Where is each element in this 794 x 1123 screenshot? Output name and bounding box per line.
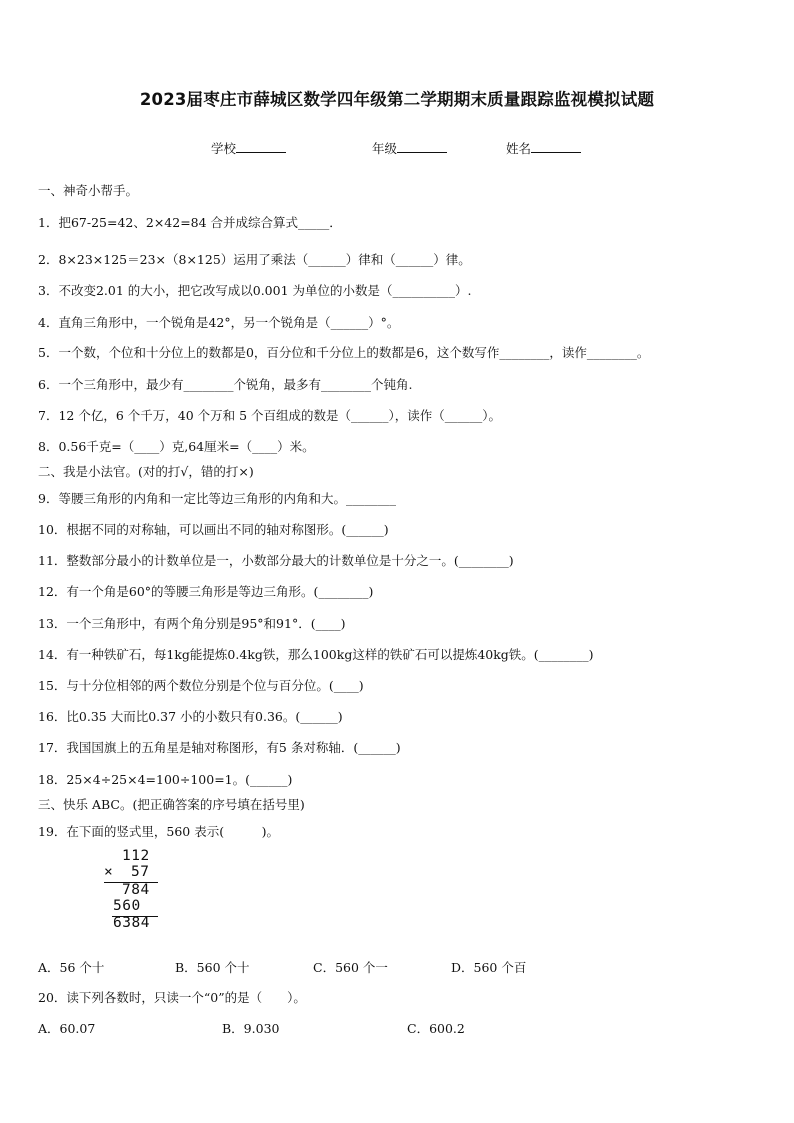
multiply-sign: × (104, 864, 114, 880)
question-1: 1．把67-25=42、2×42=84 合并成综合算式_____． (38, 215, 342, 230)
question-4: 4．直角三角形中，一个锐角是42°，另一个锐角是（______）°。 (38, 315, 400, 330)
question-5: 5．一个数，个位和十分位上的数都是0，百分位和千分位上的数都是6，这个数写作________，读作________。 (38, 345, 650, 360)
section-2-heading: 二、我是小法官。(对的打√，错的打×) (38, 464, 254, 479)
q19-option-a: A．56 个十 (38, 960, 105, 975)
q19-option-c: C．560 个一 (313, 960, 388, 975)
question-7: 7．12 个亿，6 个千万，40 个万和 5 个百组成的数是（______），读作（______）。 (38, 408, 502, 423)
vertical-multiplication (104, 848, 164, 934)
question-10: 10．根据不同的对称轴，可以画出不同的轴对称图形。(______) (38, 522, 389, 537)
grade-field (372, 139, 447, 157)
school-label: 学校 (211, 141, 237, 156)
q20-option-c: C．600.2 (407, 1021, 465, 1036)
question-11: 11．整数部分最小的计数单位是一，小数部分最大的计数单位是十分之一。(________) (38, 553, 514, 568)
section-1-heading: 一、神奇小帮手。 (38, 183, 139, 198)
question-3: 3．不改变2.01 的大小，把它改写成以0.001 为单位的小数是（__________）. (38, 283, 472, 298)
partial-product-1: 784 (122, 882, 150, 898)
question-19: 19．在下面的竖式里，560 表示( )。 (38, 824, 279, 839)
question-15: 15．与十分位相邻的两个数位分别是个位与百分位。(____) (38, 678, 364, 693)
q19-option-d: D．560 个百 (451, 960, 527, 975)
question-6: 6．一个三角形中，最少有________个锐角，最多有________个钝角. (38, 377, 413, 392)
question-14: 14．有一种铁矿石，每1kg能提炼0.4kg铁，那么100kg这样的铁矿石可以提炼40kg铁。(________) (38, 647, 594, 662)
question-2: 2．8×23×125＝23×（8×125）运用了乘法（______）律和（______）律。 (38, 252, 471, 267)
name-field (506, 139, 581, 157)
question-8: 8．0.56千克=（____）克,64厘米=（____）米。 (38, 439, 315, 454)
multiplicand: 112 (122, 848, 150, 864)
q19-option-b: B．560 个十 (175, 960, 250, 975)
section-3-heading: 三、快乐 ABC。(把正确答案的序号填在括号里) (38, 797, 305, 812)
grade-label: 年级 (372, 141, 398, 156)
partial-product-2: 560 (113, 898, 141, 914)
school-blank (236, 140, 286, 153)
question-9: 9．等腰三角形的内角和一定比等边三角形的内角和大。________ (38, 491, 396, 506)
product-result: 6384 (113, 915, 150, 931)
question-13: 13．一个三角形中，有两个角分别是95°和91°．(____) (38, 616, 346, 631)
q20-option-a: A．60.07 (38, 1021, 96, 1036)
name-blank (531, 140, 581, 153)
question-18: 18．25×4÷25×4=100÷100=1。(______) (38, 772, 293, 787)
question-12: 12．有一个角是60°的等腰三角形是等边三角形。(________) (38, 584, 374, 599)
school-field (211, 139, 286, 157)
question-17: 17．我国国旗上的五角星是轴对称图形，有5 条对称轴．(______) (38, 740, 401, 755)
multiplier: 57 (131, 864, 150, 880)
grade-blank (397, 140, 447, 153)
page-title: 2023届枣庄市薛城区数学四年级第二学期期末质量跟踪监视模拟试题 (139, 90, 655, 109)
question-20: 20．读下列各数时，只读一个“0”的是（ ）。 (38, 990, 306, 1005)
name-label: 姓名 (506, 141, 532, 156)
q20-option-b: B．9.030 (222, 1021, 280, 1036)
question-16: 16．比0.35 大而比0.37 小的小数只有0.36。(______) (38, 709, 343, 724)
